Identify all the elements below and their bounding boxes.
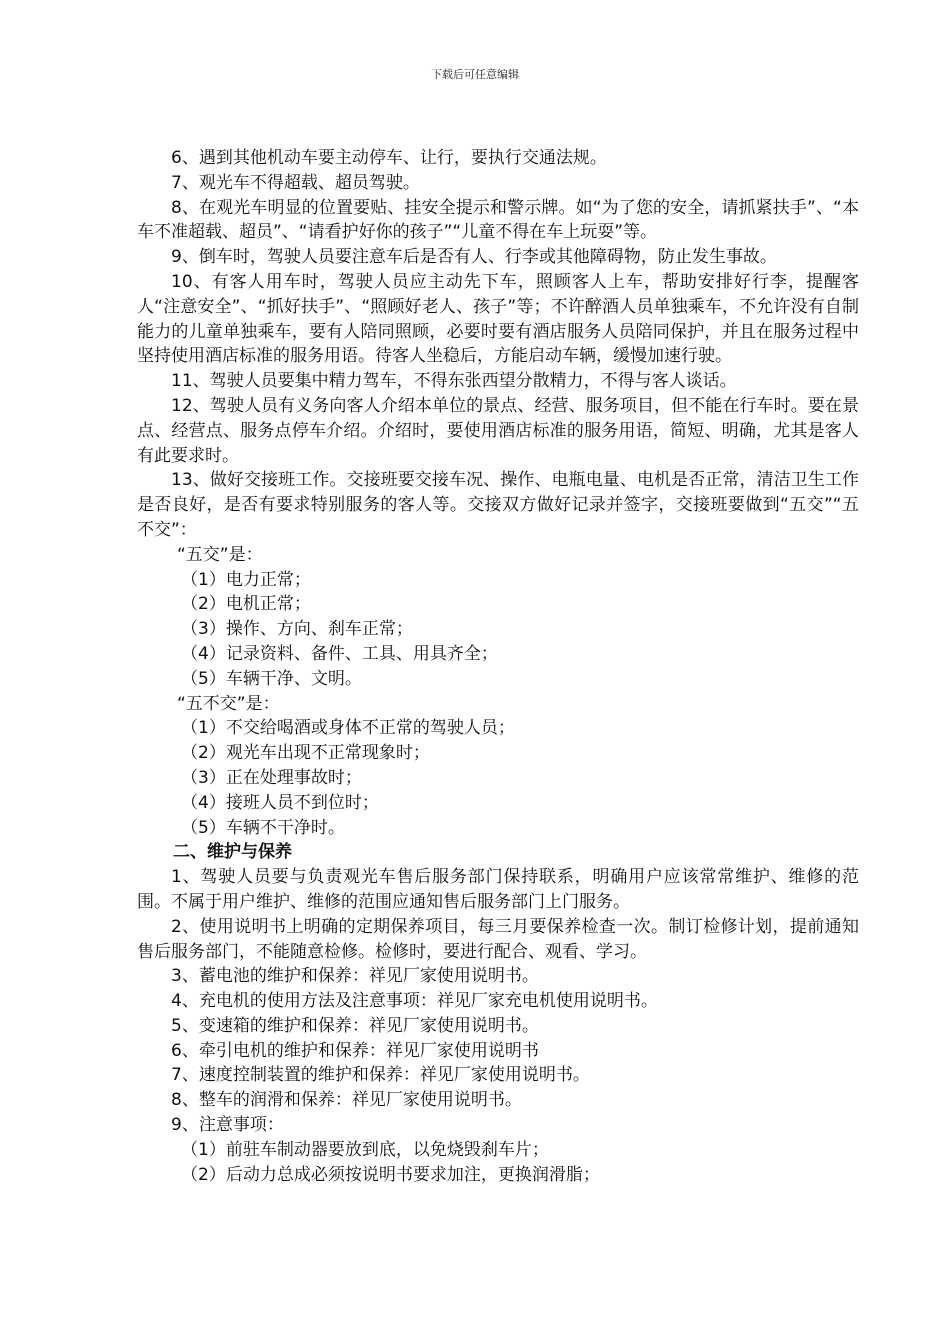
list-item: （5）车辆干净、文明。 <box>181 668 362 689</box>
paragraph: 2、使用说明书上明确的定期保养项目，每三月要保养检查一次。制订检修计划，提前通知售后服务部门，不能随意检修。检修时，要进行配合、观看、学习。 <box>137 916 859 962</box>
list-item: （2）电机正常； <box>181 594 311 615</box>
paragraph: 12、驾驶人员有义务向客人介绍本单位的景点、经营、服务项目，但不能在行车时。要在景点、经营点、服务点停车介绍。介绍时，要使用酒店标准的服务用语，简短、明确，尤其是客人有此要求时。 <box>137 395 859 466</box>
paragraph: 8、整车的润滑和保养：祥见厂家使用说明书。 <box>171 1090 522 1111</box>
paragraph: 3、蓄电池的维护和保养：祥见厂家使用说明书。 <box>171 966 539 987</box>
page-header: 下载后可任意编辑 <box>431 68 519 81</box>
list-item: （3）操作、方向、刹车正常； <box>181 619 413 640</box>
list-item: （3）正在处理事故时； <box>181 767 362 788</box>
list-item: （2）观光车出现不正常现象时； <box>181 743 430 764</box>
document-body <box>137 146 859 1187</box>
paragraph: 7、观光车不得超载、超员驾驶。 <box>171 172 420 193</box>
list-item: （4）记录资料、备件、工具、用具齐全； <box>181 643 498 664</box>
five-bujiao-title: “五不交”是： <box>177 693 280 714</box>
list-item: （5）车辆不干净时。 <box>181 817 345 838</box>
paragraph: 9、倒车时，驾驶人员要注意车后是否有人、行李或其他障碍物，防止发生事故。 <box>171 247 777 268</box>
note-item: （1）前驻车制动器要放到底，以免烧毁刹车片； <box>181 1139 549 1160</box>
list-item: （4）接班人员不到位时； <box>181 792 379 813</box>
paragraph: 13、做好交接班工作。交接班要交接车况、操作、电瓶电量、电机是否正常，清洁卫生工作是否良好，是否有要求特别服务的客人等。交接双方做好记录并签字，交接班要做到“五交”“五不交”： <box>137 470 859 540</box>
paragraph: 5、变速箱的维护和保养：祥见厂家使用说明书。 <box>171 1015 539 1036</box>
paragraph: 6、遇到其他机动车要主动停车、让行，要执行交通法规。 <box>171 148 607 168</box>
paragraph: 4、充电机的使用方法及注意事项：祥见厂家充电机使用说明书。 <box>171 991 658 1012</box>
list-item: （1）电力正常； <box>181 569 311 590</box>
section-heading: 二、维护与保养 <box>173 842 292 863</box>
paragraph: 1、驾驶人员要与负责观光车售后服务部门保持联系，明确用户应该常常维护、维修的范围。不属于用户维护、维修的范围应通知售后服务部门上门服务。 <box>137 867 859 912</box>
paragraph: 10、有客人用车时，驾驶人员应主动先下车，照顾客人上车，帮助安排好行李，提醒客人“注意安全”、“抓好扶手”、“照顾好老人、孩子”等；不许醉酒人员单独乘车，不允许没有自制能力的儿童单独乘车，要有人陪同照顾，必要时要有酒店服务人员陪同保护，并且在服务过程中坚持使用酒店标准的服务用语。待客人坐稳后，方能启动车辆，缓慢加速行驶。 <box>137 271 859 367</box>
list-item: （1）不交给喝酒或身体不正常的驾驶人员； <box>181 718 515 739</box>
note-item: （2）后动力总成必须按说明书要求加注，更换润滑脂； <box>181 1164 600 1185</box>
paragraph: 9、注意事项： <box>171 1115 284 1136</box>
paragraph: 7、速度控制装置的维护和保养：祥见厂家使用说明书。 <box>171 1065 590 1086</box>
paragraph: 8、在观光车明显的位置要贴、挂安全提示和警示牌。如“为了您的安全，请抓紧扶手”、“本车不准超载、超员”、“请看护好你的孩子”“儿童不得在车上玩耍”等。 <box>137 197 859 243</box>
paragraph: 6、牵引电机的维护和保养：祥见厂家使用说明书 <box>171 1040 539 1061</box>
paragraph: 11、驾驶人员要集中精力驾车，不得东张西望分散精力，不得与客人谈话。 <box>171 371 737 392</box>
five-jiao-title: “五交”是： <box>177 544 263 565</box>
